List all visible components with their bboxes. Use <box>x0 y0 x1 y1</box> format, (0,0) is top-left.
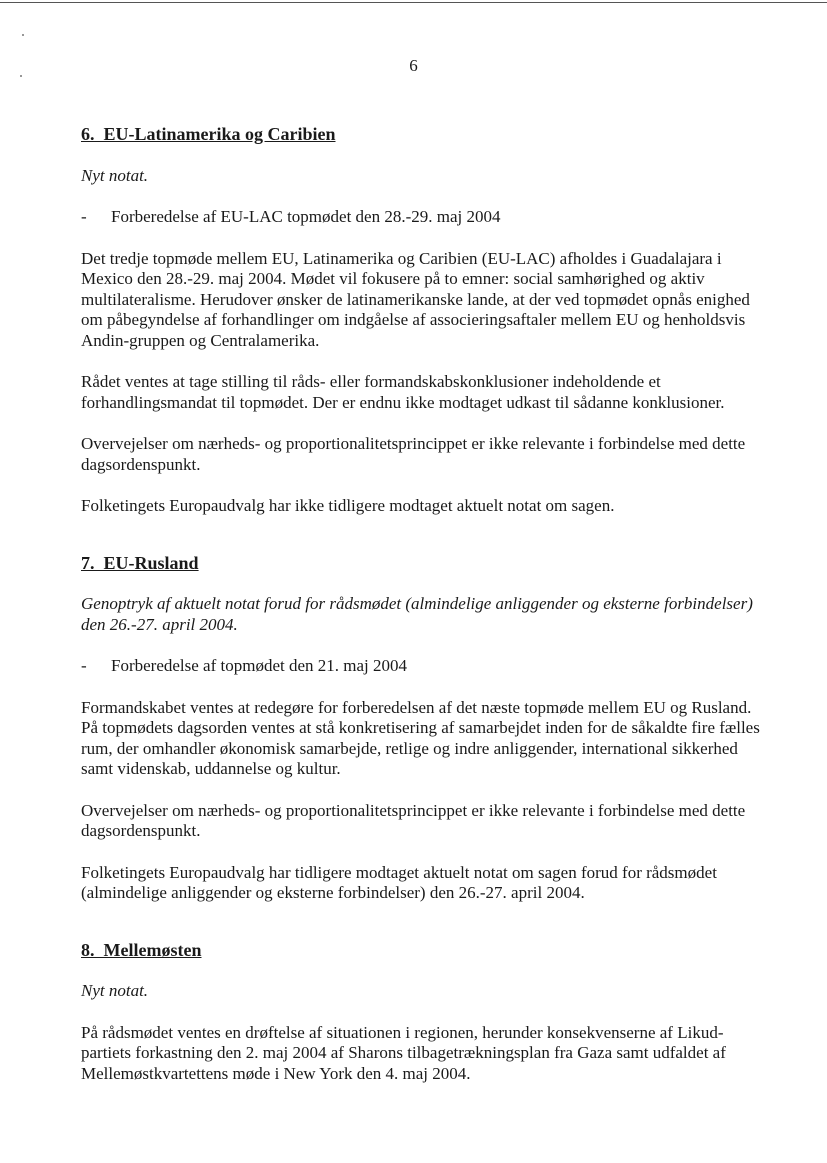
dash-bullet: - <box>81 207 87 226</box>
dash-bullet: - <box>81 656 87 675</box>
section-mellemoesten <box>81 940 761 1085</box>
document-body <box>81 124 761 1084</box>
paragraph: Overvejelser om nærheds- og proportionalitetsprincippet er ikke relevante i forbindelse med dette dagsordenspunkt. <box>81 434 746 474</box>
paragraph: Formandskabet ventes at redegøre for forberedelsen af det næste topmøde mellem EU og Rusland. På topmødets dagsorden ventes at stå konkretisering af samarbejdet inden for de såkaldte fire fælles rum, der omhandler økonomisk samarbejde, retlige og indre anliggender, international sikkerhed samt videnskab, uddannelse og kultur. <box>81 697 760 778</box>
section-title: EU-Latinamerika og Caribien <box>103 124 336 144</box>
section-number: 7. <box>81 552 95 573</box>
paragraph: Overvejelser om nærheds- og proportionalitetsprincippet er ikke relevante i forbindelse med dette dagsordenspunkt. <box>81 800 746 840</box>
paragraph: Folketingets Europaudvalg har ikke tidligere modtaget aktuelt notat om sagen. <box>81 496 615 515</box>
section-title: EU-Rusland <box>103 552 199 573</box>
section-title: Mellemøsten <box>103 939 202 960</box>
paragraph: Det tredje topmøde mellem EU, Latinamerika og Caribien (EU-LAC) afholdes i Guadalajara i Mexico den 28.-29. maj 2004. Mødet vil fokusere på to emner: social samhørighed og aktiv multilateralisme. Herudover ønsker de latinamerikanske lande, at der ved topmødet opnås enighed om påbegyndelse af forhandlinger om indgåelse af associeringsaftaler mellem EU og henholdsvis Andin-gruppen og Centralamerika. <box>81 248 750 350</box>
section-number: 8. <box>81 939 95 960</box>
agenda-item <box>81 656 761 677</box>
agenda-item <box>81 207 761 228</box>
section-heading <box>81 553 761 574</box>
section-number: 6. <box>81 124 95 144</box>
scan-speck <box>22 34 24 36</box>
agenda-item-text: Forberedelse af topmødet den 21. maj 2004 <box>111 656 408 675</box>
page-number: 6 <box>409 56 418 75</box>
section-heading <box>81 940 761 961</box>
agenda-item-text: Forberedelse af EU-LAC topmødet den 28.-29. maj 2004 <box>111 207 501 226</box>
section-note: Genoptryk af aktuelt notat forud for rådsmødet (almindelige anliggender og eksterne forbindelser) den 26.-27. april 2004. <box>81 594 753 634</box>
section-eu-latinamerika <box>81 124 761 517</box>
section-eu-rusland <box>81 553 761 904</box>
section-note: Nyt notat. <box>81 165 149 185</box>
paragraph: På rådsmødet ventes en drøftelse af situationen i regionen, herunder konsekvenserne af Likud-partiets forkastning den 2. maj 2004 af Sharons tilbagetrækningsplan fra Gaza samt udfaldet af Mellemøstkvartettens møde i New York den 4. maj 2004. <box>81 1022 726 1083</box>
scan-edge-line <box>0 2 827 3</box>
section-heading <box>81 124 761 145</box>
section-note: Nyt notat. <box>81 981 149 1000</box>
paragraph: Rådet ventes at tage stilling til råds- eller formandskabskonklusioner indeholdende et forhandlingsmandat til topmødet. Der er endnu ikke modtaget udkast til sådanne konklusioner. <box>81 372 725 412</box>
paragraph: Folketingets Europaudvalg har tidligere modtaget aktuelt notat om sagen forud for rådsmødet (almindelige anliggender og eksterne forbindelser) den 26.-27. april 2004. <box>81 862 717 902</box>
